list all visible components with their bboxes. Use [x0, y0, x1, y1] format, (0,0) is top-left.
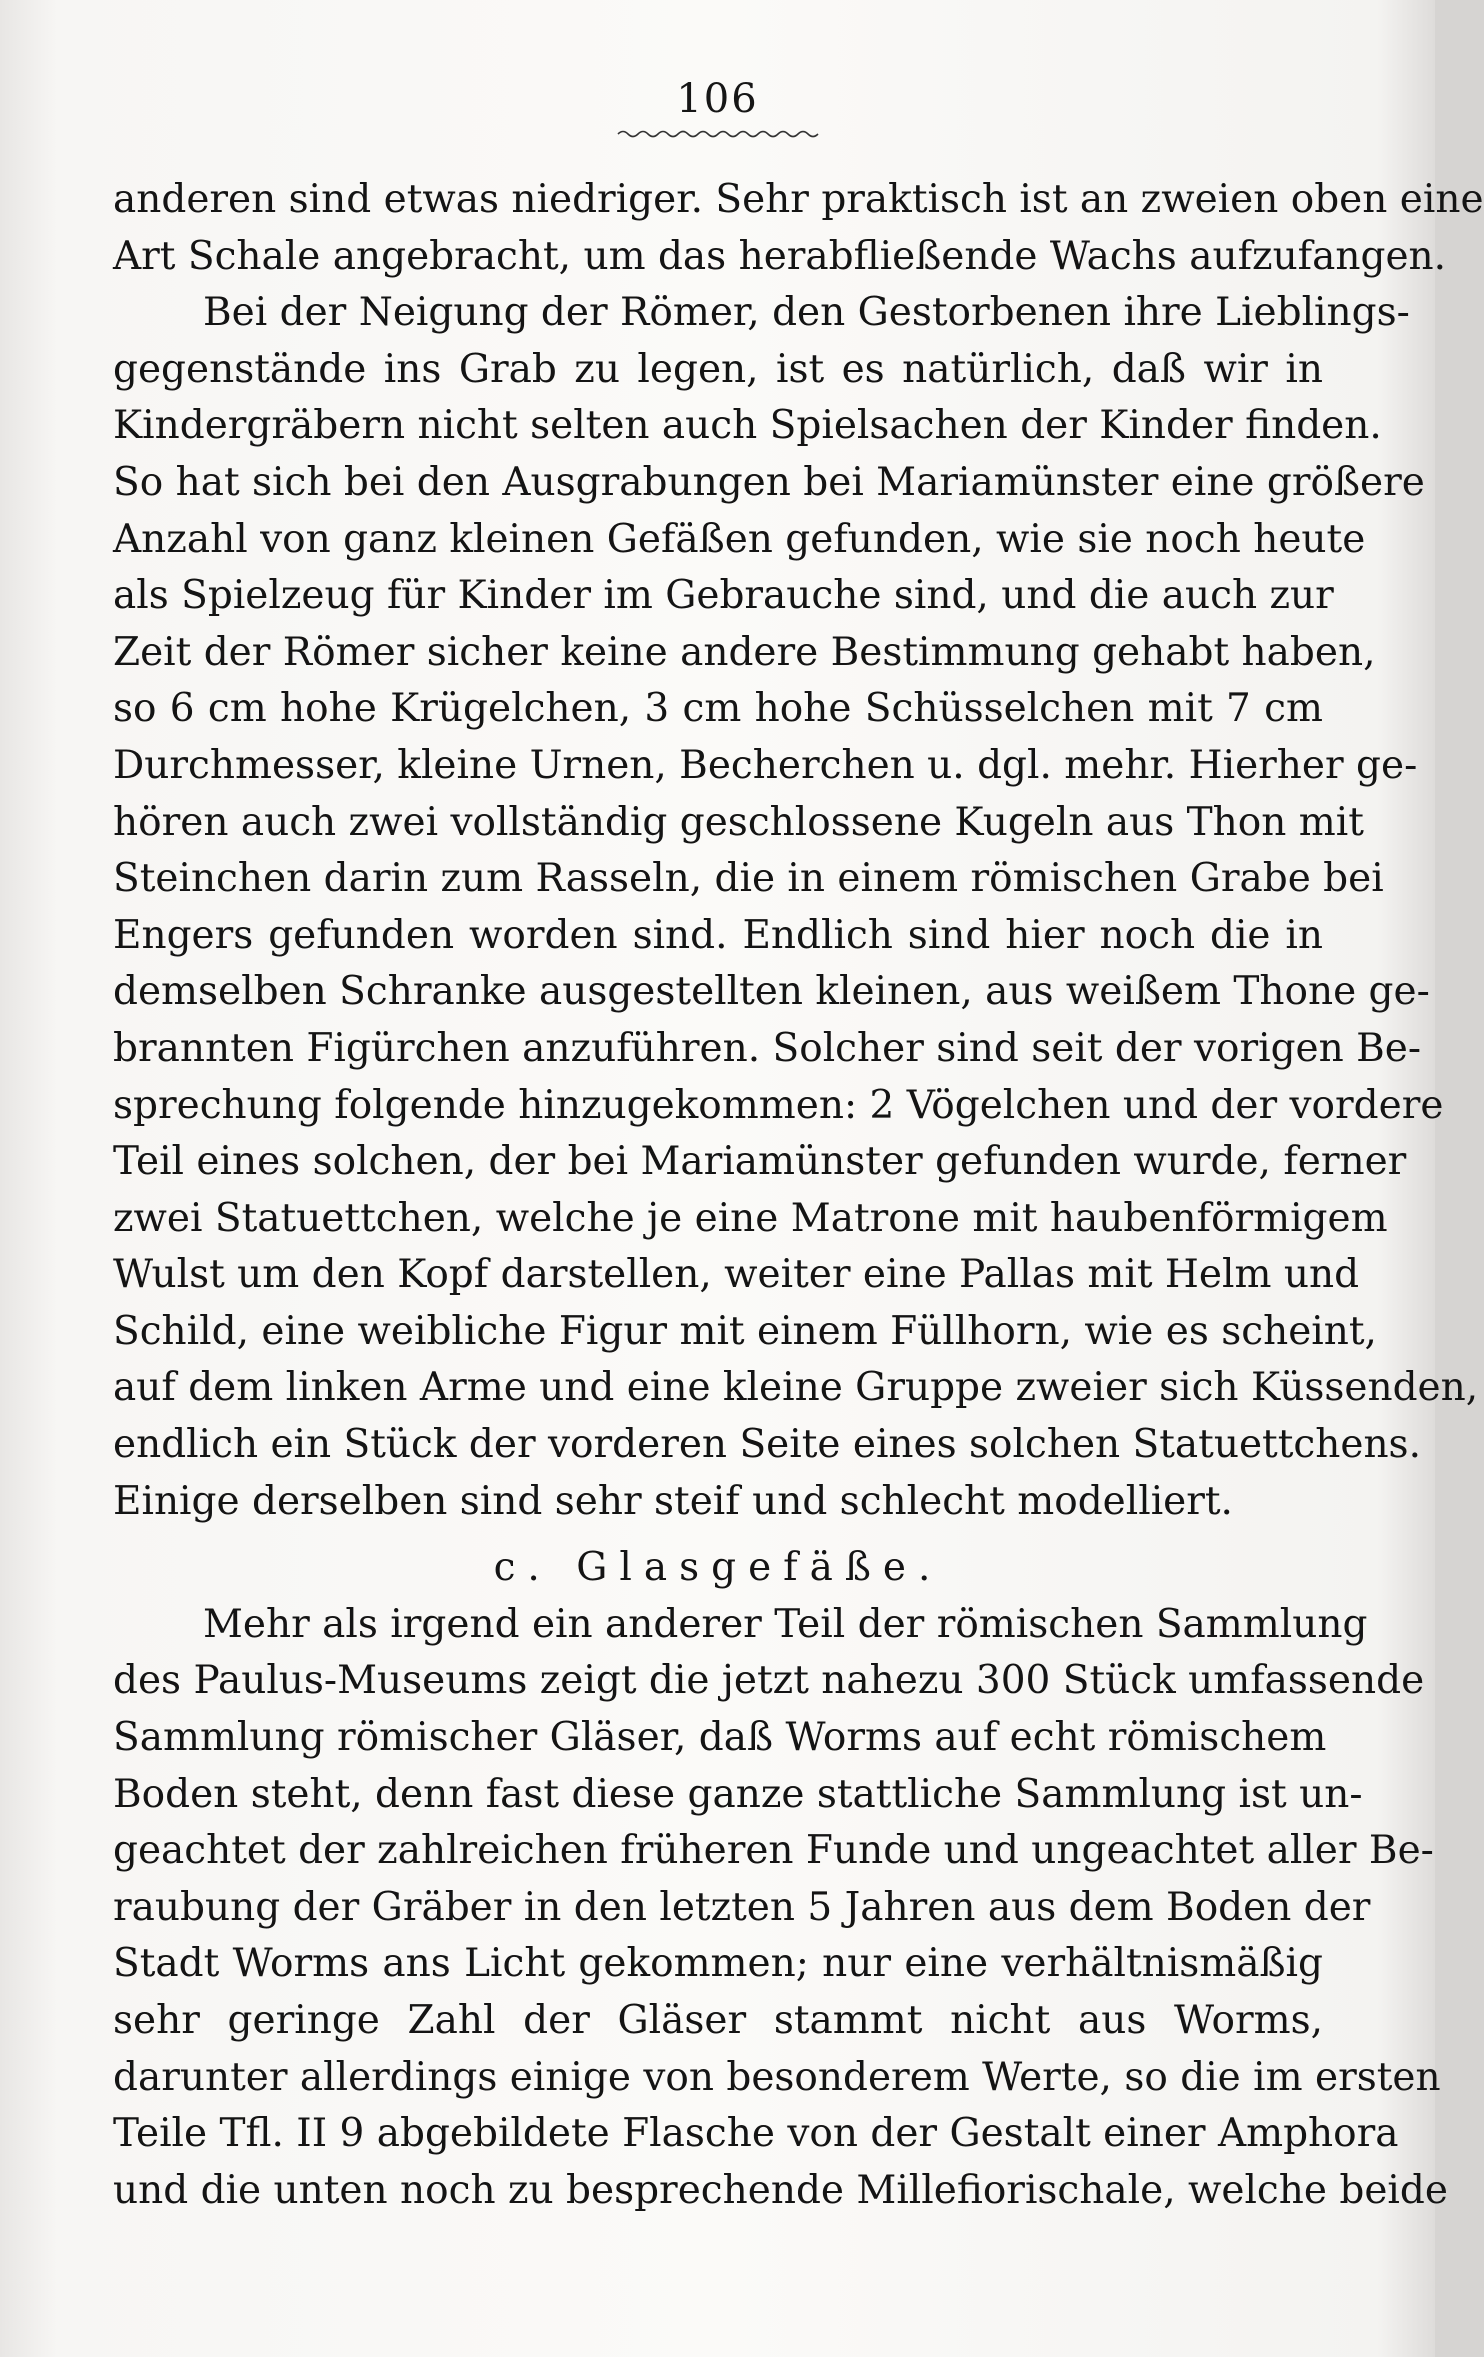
text-line: Steinchen darin zum Rasseln, die in einem römischen Grabe bei — [113, 856, 1384, 902]
text-line: raubung der Gräber in den letzten 5 Jahren aus dem Boden der — [113, 1884, 1371, 1930]
body-text — [113, 172, 1484, 2219]
text-line: Bei der Neigung der Römer, den Gestorbenen ihre Lieblings- — [203, 290, 1410, 336]
page-number: 106 — [676, 76, 759, 122]
text-line: So hat sich bei den Ausgrabungen bei Mariamünster eine größere — [113, 459, 1425, 505]
text-line: Sammlung römischer Gläser, daß Worms auf echt römischem — [113, 1715, 1327, 1761]
text-line: geachtet der zahlreichen früheren Funde und ungeachtet aller Be- — [113, 1828, 1434, 1874]
text-line: Engers gefunden worden sind. Endlich sind hier noch die in — [113, 912, 1323, 958]
text-line: Mehr als irgend ein anderer Teil der römischen Sammlung — [203, 1601, 1368, 1647]
text-line: brannten Figürchen anzuführen. Solcher sind seit der vorigen Be- — [113, 1025, 1422, 1071]
text-line: Stadt Worms ans Licht gekommen; nur eine verhältnismäßig — [113, 1941, 1323, 1987]
text-line: Einige derselben sind sehr steif und schlecht modelliert. — [113, 1478, 1233, 1524]
text-line: Durchmesser, kleine Urnen, Becherchen u. dgl. mehr. Hierher ge- — [113, 742, 1418, 788]
text-line: demselben Schranke ausgestellten kleinen, aus weißem Thone ge- — [113, 969, 1430, 1015]
text-line: Teil eines solchen, der bei Mariamünster gefunden wurde, ferner — [113, 1139, 1407, 1185]
text-line: des Paulus-Museums zeigt die jetzt nahezu 300 Stück umfassende — [113, 1658, 1425, 1704]
text-line: endlich ein Stück der vorderen Seite eines solchen Statuettchens. — [113, 1422, 1421, 1468]
text-line: als Spielzeug für Kinder im Gebrauche sind, und die auch zur — [113, 573, 1334, 619]
text-line: und die unten noch zu besprechende Millefiorischale, welche beide — [113, 2167, 1448, 2213]
text-line: Boden steht, denn fast diese ganze stattliche Sammlung ist un- — [113, 1771, 1363, 1817]
text-line: Schild, eine weibliche Figur mit einem Füllhorn, wie es scheint, — [113, 1308, 1377, 1354]
wavy-rule-ornament — [618, 128, 818, 140]
text-line: anderen sind etwas niedriger. Sehr praktisch ist an zweien oben eine — [113, 177, 1484, 222]
text-line: Zeit der Römer sicher keine andere Bestimmung gehabt haben, — [113, 629, 1376, 675]
text-line: Art Schale angebracht, um das herabfließende Wachs aufzufangen. — [113, 233, 1447, 279]
text-line: Anzahl von ganz kleinen Gefäßen gefunden, wie sie noch heute — [113, 516, 1366, 562]
text-line: so 6 cm hohe Krügelchen, 3 cm hohe Schüsselchen mit 7 cm — [113, 686, 1323, 732]
text-line: Kindergräbern nicht selten auch Spielsachen der Kinder finden. — [113, 403, 1382, 449]
text-line: auf dem linken Arme und eine kleine Gruppe zweier sich Küssenden, — [113, 1365, 1479, 1411]
section-heading: c. Glasgefäße. — [493, 1545, 943, 1591]
text-line: sehr geringe Zahl der Gläser stammt nicht aus Worms, — [113, 1998, 1323, 2043]
text-line: gegenstände ins Grab zu legen, ist es natürlich, daß wir in — [113, 346, 1323, 392]
text-line: Wulst um den Kopf darstellen, weiter eine Pallas mit Helm und — [113, 1252, 1360, 1298]
text-line: zwei Statuettchen, welche je eine Matrone mit haubenförmigem — [113, 1195, 1388, 1241]
text-line: Teile Tfl. II 9 abgebildete Flasche von der Gestalt einer Amphora — [113, 2111, 1399, 2157]
text-line: sprechung folgende hinzugekommen: 2 Vögelchen und der vordere — [113, 1082, 1444, 1128]
text-line: hören auch zwei vollständig geschlossene Kugeln aus Thon mit — [113, 799, 1364, 845]
text-line: darunter allerdings einige von besonderem Werte, so die im ersten — [113, 2054, 1441, 2100]
